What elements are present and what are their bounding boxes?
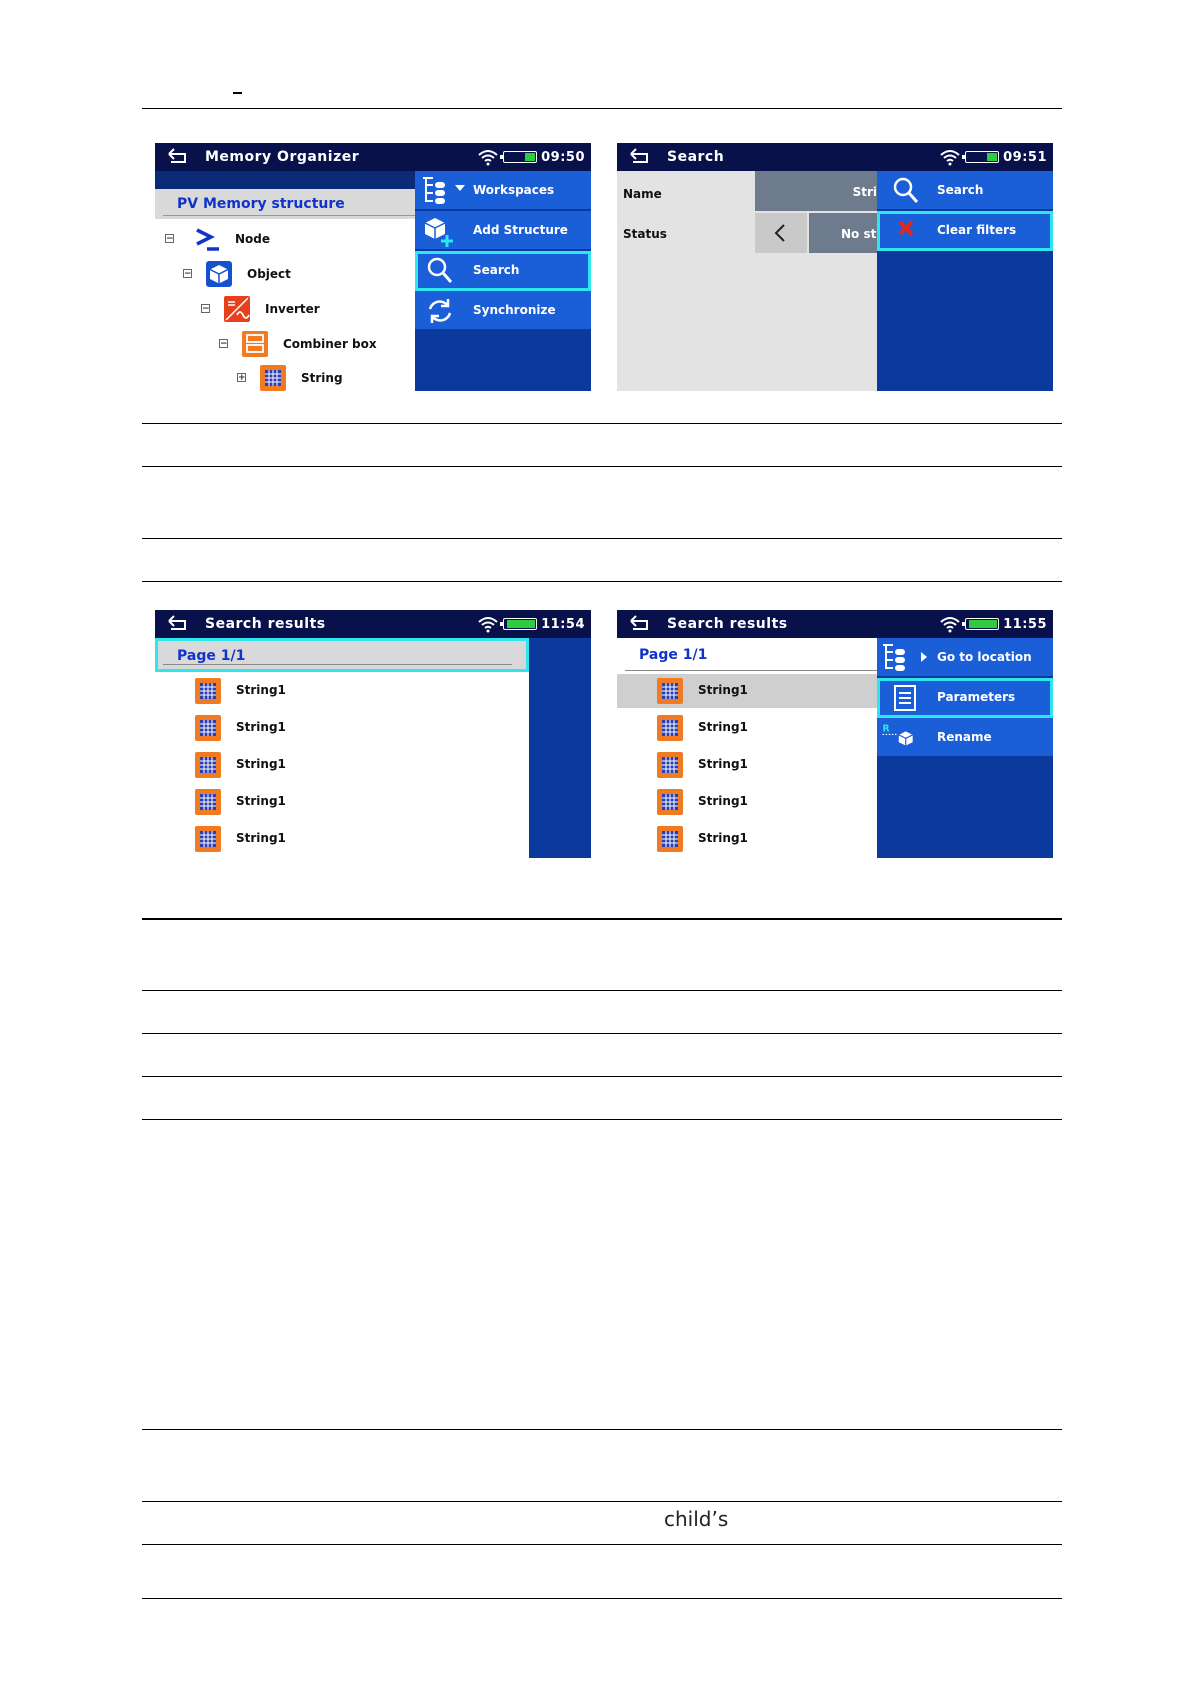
synchronize-icon [423,295,457,327]
combiner-box-icon [241,330,269,358]
result-label: String1 [698,720,748,734]
string-icon [656,788,684,816]
menu-parameters[interactable] [877,678,1053,718]
string-icon [194,788,222,816]
menu-synchronize[interactable] [415,291,591,331]
menu-search[interactable] [877,171,1053,211]
search-results-options-screen [617,610,1053,858]
menu-workspaces[interactable] [415,171,591,211]
string-icon [194,825,222,853]
result-label: String1 [236,720,286,734]
screen-title: Search results [667,616,788,632]
table-rule [142,538,1062,539]
string-icon [194,677,222,705]
menu-label: Rename [937,730,992,744]
menu-label: Synchronize [473,303,556,317]
string-icon [194,751,222,779]
battery-icon [965,151,999,163]
wifi-icon [477,148,499,166]
table-rule [142,581,1062,582]
menu-label: Go to location [937,650,1032,664]
page-indicator[interactable]: Page 1/1 [617,638,877,672]
result-label: String1 [236,757,286,771]
chevron-right-icon [921,652,927,662]
workspaces-icon [419,175,453,207]
chevron-left-icon [773,223,787,243]
table-rule [142,1076,1062,1077]
search-icon [423,255,457,287]
body-text: child’s [664,1507,729,1531]
tree-label: Node [235,232,271,246]
menu-go-to-location[interactable] [877,638,1053,678]
tree-label: Inverter [265,302,320,316]
menu-label: Search [473,263,520,277]
table-rule [142,1501,1062,1502]
wifi-icon [477,615,499,633]
wifi-icon [939,615,961,633]
menu-clear-filters[interactable] [877,211,1053,251]
table-rule [142,990,1062,991]
clock: 09:50 [541,149,585,165]
screen-title: Search results [205,616,326,632]
result-label: String1 [698,794,748,808]
back-icon[interactable] [627,146,653,168]
menu-panel [877,171,1053,391]
battery-icon [503,618,537,630]
menu-panel [877,638,1053,858]
table-rule [142,1119,1062,1120]
clock: 09:51 [1003,149,1047,165]
battery-icon [965,618,999,630]
screen-title: Search [667,149,725,165]
string-icon [259,364,287,391]
result-item[interactable] [155,748,529,782]
page-indicator[interactable]: Page 1/1 [155,638,529,672]
parameters-icon [890,682,924,714]
wifi-icon [939,148,961,166]
result-label: String1 [236,831,286,845]
table-rule [142,918,1062,920]
string-icon [656,677,684,705]
table-rule [142,1544,1062,1545]
menu-label: Clear filters [937,223,1017,237]
result-item[interactable] [617,785,877,819]
string-icon [194,714,222,742]
add-structure-icon [421,215,455,247]
result-item-selected[interactable] [617,674,877,708]
menu-label: Workspaces [473,183,555,197]
table-rule [142,1033,1062,1034]
tree-label: Object [247,267,291,281]
tree-label: Combiner box [283,337,377,351]
title-bar [617,610,1053,638]
tree-header: PV Memory structure [155,189,415,219]
svg-text:R: R [882,723,890,735]
menu-search[interactable] [415,251,591,291]
menu-label: Parameters [937,690,1016,704]
table-rule [142,423,1062,424]
string-icon [656,714,684,742]
menu-label: Add Structure [473,223,568,237]
screen-title: Memory Organizer [205,149,360,165]
menu-rename[interactable] [877,718,1053,758]
result-label: String1 [236,794,286,808]
result-item[interactable] [155,822,529,856]
chevron-down-icon [455,185,465,191]
header-rule [142,108,1062,109]
menu-add-structure[interactable] [415,211,591,251]
result-label: String1 [236,683,286,697]
table-rule [142,466,1062,467]
menu-label: Search [937,183,984,197]
clock: 11:54 [541,616,585,632]
title-bar [155,143,591,171]
back-icon[interactable] [627,613,653,635]
table-rule [142,1429,1062,1430]
object-cube-icon [205,260,233,288]
footer-rule [142,1598,1062,1599]
status-field[interactable]: No st [809,213,877,253]
menu-panel [529,638,591,858]
header-dash [233,92,242,94]
search-results-screen [155,610,591,858]
name-field[interactable]: Stri [755,171,877,211]
string-icon [656,825,684,853]
search-screen [617,143,1053,391]
title-bar [155,610,591,638]
back-icon[interactable] [165,613,191,635]
result-label: String1 [698,683,748,697]
menu-panel [415,171,591,391]
result-item[interactable] [617,748,877,782]
inverter-icon [223,295,251,323]
memory-organizer-screen: Memory Organizer 09:50 PV Memory structure − Node − Object − Inverter − Combiner box + String Workspaces Add Structure Search Synchronize [155,143,591,391]
status-label: Status [623,227,667,241]
battery-icon [503,151,537,163]
result-item[interactable] [155,674,529,708]
result-item[interactable] [617,822,877,856]
clock: 11:55 [1003,616,1047,632]
search-icon [889,175,923,207]
name-label: Name [623,187,662,201]
tree-label: String [301,371,343,385]
go-to-location-icon [879,642,913,674]
result-item[interactable] [155,711,529,745]
string-icon [656,751,684,779]
result-item[interactable] [155,785,529,819]
result-item[interactable] [617,711,877,745]
result-label: String1 [698,757,748,771]
rename-icon [881,720,915,752]
back-icon[interactable] [165,146,191,168]
title-bar [617,143,1053,171]
status-prev-button[interactable] [755,213,807,253]
result-label: String1 [698,831,748,845]
node-icon [193,225,221,253]
clear-filters-icon [890,215,924,247]
